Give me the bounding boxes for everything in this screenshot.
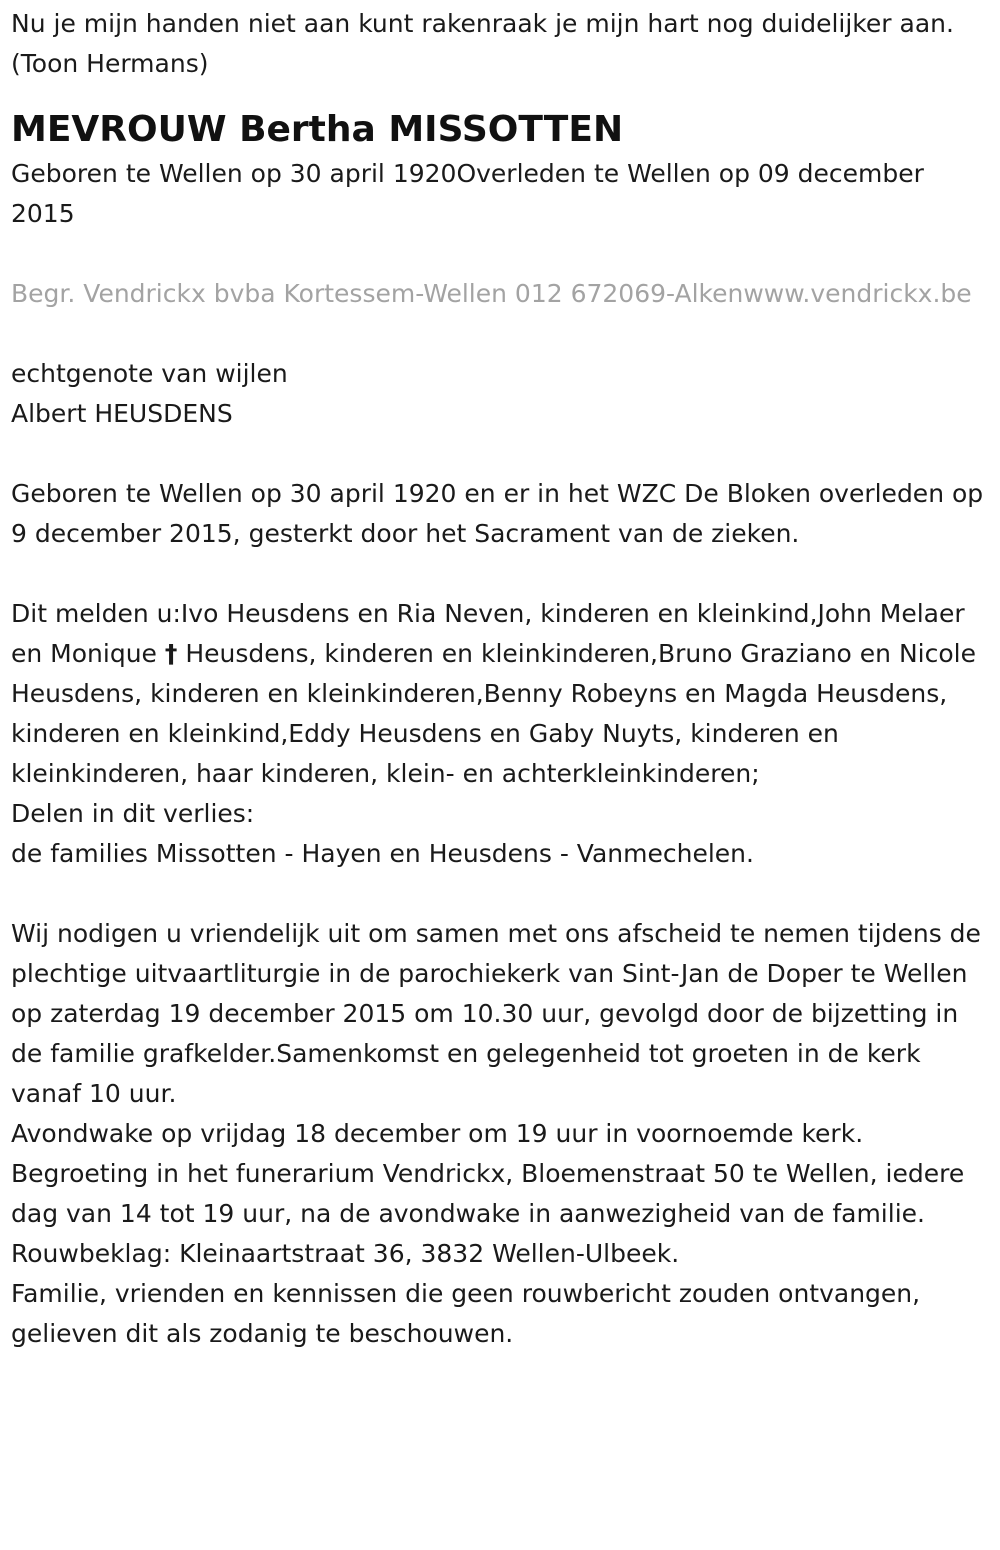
greeting-paragraph: Begroeting in het funerarium Vendrickx, Bloemenstraat 50 te Wellen, iedere dag van 14 tot 19 uur, na de avondwake in aanwezigheid van de familie. — [11, 1159, 965, 1228]
spacer — [11, 434, 988, 474]
announcement-text-part1: Dit melden u:Ivo Heusdens en Ria Neven, kinderen en kleinkind,John Melaer en Monique — [11, 599, 965, 668]
cross-icon: † — [164, 639, 178, 668]
families-line: de families Missotten - Hayen en Heusdens - Vanmechelen. — [11, 839, 754, 868]
funeral-home-line: Begr. Vendrickx bvba Kortessem-Wellen 012 672069-Alkenwww.vendrickx.be — [11, 279, 972, 308]
announcement-paragraph — [11, 594, 988, 794]
condolence-line: Rouwbeklag: Kleinaartstraat 36, 3832 Wellen-Ulbeek. — [11, 1239, 680, 1268]
share-label: Delen in dit verlies: — [11, 799, 255, 828]
spacer — [11, 874, 988, 914]
announcement-text-part2: Heusdens, kinderen en kleinkinderen,Bruno Graziano en Nicole Heusdens, kinderen en kleinkinderen,Benny Robeyns en Magda Heusdens, kinderen en kleinkind,Eddy Heusdens en Gaby Nuyts, kinderen en kleinkinderen, haar kinderen, klein- en achterkleinkinderen; — [11, 639, 976, 788]
vigil-line: Avondwake op vrijdag 18 december om 19 uur in voornoemde kerk. — [11, 1119, 864, 1148]
spacer — [11, 554, 988, 594]
spouse-name: Albert HEUSDENS — [11, 399, 233, 428]
notice-paragraph: Familie, vrienden en kennissen die geen rouwbericht zouden ontvangen, gelieven dit als zodanig te beschouwen. — [11, 1279, 921, 1348]
born-paragraph: Geboren te Wellen op 30 april 1920 en er in het WZC De Bloken overleden op 9 december 2015, gesterkt door het Sacrament van de zieken. — [11, 479, 984, 548]
mass-paragraph: Wij nodigen u vriendelijk uit om samen met ons afscheid te nemen tijdens de plechtige uitvaartliturgie in de parochiekerk van Sint-Jan de Doper te Wellen op zaterdag 19 december 2015 om 10.30 uur, gevolgd door de bijzetting in de familie grafkelder.Samenkomst en gelegenheid tot groeten in de kerk vanaf 10 uur. — [11, 919, 981, 1108]
announcement-block — [11, 594, 988, 874]
spacer — [11, 314, 988, 354]
spouse-label: echtgenote van wijlen — [11, 359, 288, 388]
deceased-name-title: MEVROUW Bertha MISSOTTEN — [11, 109, 624, 150]
invitation-block — [11, 914, 988, 1354]
spouse-block — [11, 354, 988, 434]
birth-death-line: Geboren te Wellen op 30 april 1920Overleden te Wellen op 09 december 2015 — [11, 159, 924, 228]
quote: Nu je mijn handen niet aan kunt rakenraak je mijn hart nog duidelijker aan.(Toon Hermans) — [11, 9, 954, 78]
